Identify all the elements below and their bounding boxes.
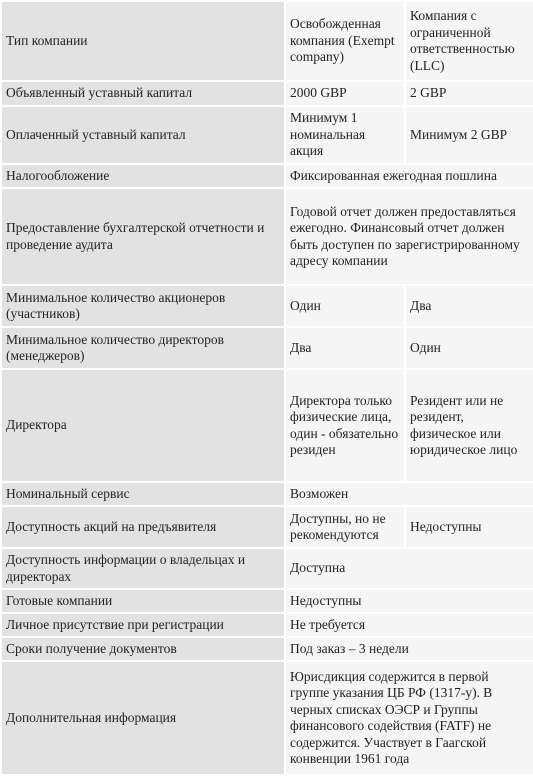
- row-label: Минимальное количество директоров (менеджеров): [1, 327, 285, 369]
- table-row: [1, 613, 533, 637]
- table-row: [1, 661, 533, 775]
- table-row: [1, 369, 533, 482]
- row-label: Готовые компании: [1, 589, 285, 613]
- table-row: [1, 285, 533, 327]
- row-label: Оплаченный уставный капитал: [1, 106, 285, 164]
- table-row: [1, 327, 533, 369]
- value-llc: 2 GBP: [405, 81, 533, 106]
- value-exempt: Два: [285, 327, 405, 369]
- value-exempt: Освобожденная компания (Exempt company): [285, 1, 405, 81]
- value-llc: Два: [405, 285, 533, 327]
- value-common: Доступна: [285, 548, 533, 589]
- value-llc: Компания с ограниченной ответственностью (LLC): [405, 1, 533, 81]
- value-exempt: Доступны, но не рекомендуются: [285, 506, 405, 548]
- table-row: [1, 482, 533, 506]
- row-label: Номинальный сервис: [1, 482, 285, 506]
- row-label: Дополнительная информация: [1, 661, 285, 775]
- row-label: Предоставление бухгалтерской отчетности и проведение аудита: [1, 188, 285, 285]
- value-common: Фиксированная ежегодная пошлина: [285, 164, 533, 188]
- row-label: Минимальное количество акционеров (участников): [1, 285, 285, 327]
- table-row: [1, 81, 533, 106]
- row-label: Доступность информации о владельцах и директорах: [1, 548, 285, 589]
- row-label: Тип компании: [1, 1, 285, 81]
- table-row: [1, 164, 533, 188]
- table-row: [1, 188, 533, 285]
- row-label: Директора: [1, 369, 285, 482]
- value-common: Возможен: [285, 482, 533, 506]
- table-row: [1, 589, 533, 613]
- table-row: [1, 548, 533, 589]
- table-row: [1, 637, 533, 661]
- value-llc: Один: [405, 327, 533, 369]
- value-common: Недоступны: [285, 589, 533, 613]
- value-exempt: Минимум 1 номинальная акция: [285, 106, 405, 164]
- value-exempt: 2000 GBP: [285, 81, 405, 106]
- row-label: Сроки получение документов: [1, 637, 285, 661]
- value-exempt: Один: [285, 285, 405, 327]
- value-llc: Недоступны: [405, 506, 533, 548]
- value-common: Не требуется: [285, 613, 533, 637]
- value-common: Годовой отчет должен предоставляться ежегодно. Финансовый отчет должен быть доступен по зарегистрированному адресу компании: [285, 188, 533, 285]
- row-label: Доступность акций на предъявителя: [1, 506, 285, 548]
- value-exempt: Директора только физические лица, один - обязательно резиден: [285, 369, 405, 482]
- row-label: Личное присутствие при регистрации: [1, 613, 285, 637]
- value-common: Юрисдикция содержится в первой группе указания ЦБ РФ (1317-у). В черных списках ОЭСР и Группы финансового содействия (FATF) не содержится. Участвует в Гаагской конвенции 1961 года: [285, 661, 533, 775]
- table-row: [1, 506, 533, 548]
- value-llc: Минимум 2 GBP: [405, 106, 533, 164]
- table-row: [1, 106, 533, 164]
- row-label: Налогообложение: [1, 164, 285, 188]
- value-llc: Резидент или не резидент, физическое или юридическое лицо: [405, 369, 533, 482]
- row-label: Объявленный уставный капитал: [1, 81, 285, 106]
- table-row: [1, 1, 533, 81]
- value-common: Под заказ – 3 недели: [285, 637, 533, 661]
